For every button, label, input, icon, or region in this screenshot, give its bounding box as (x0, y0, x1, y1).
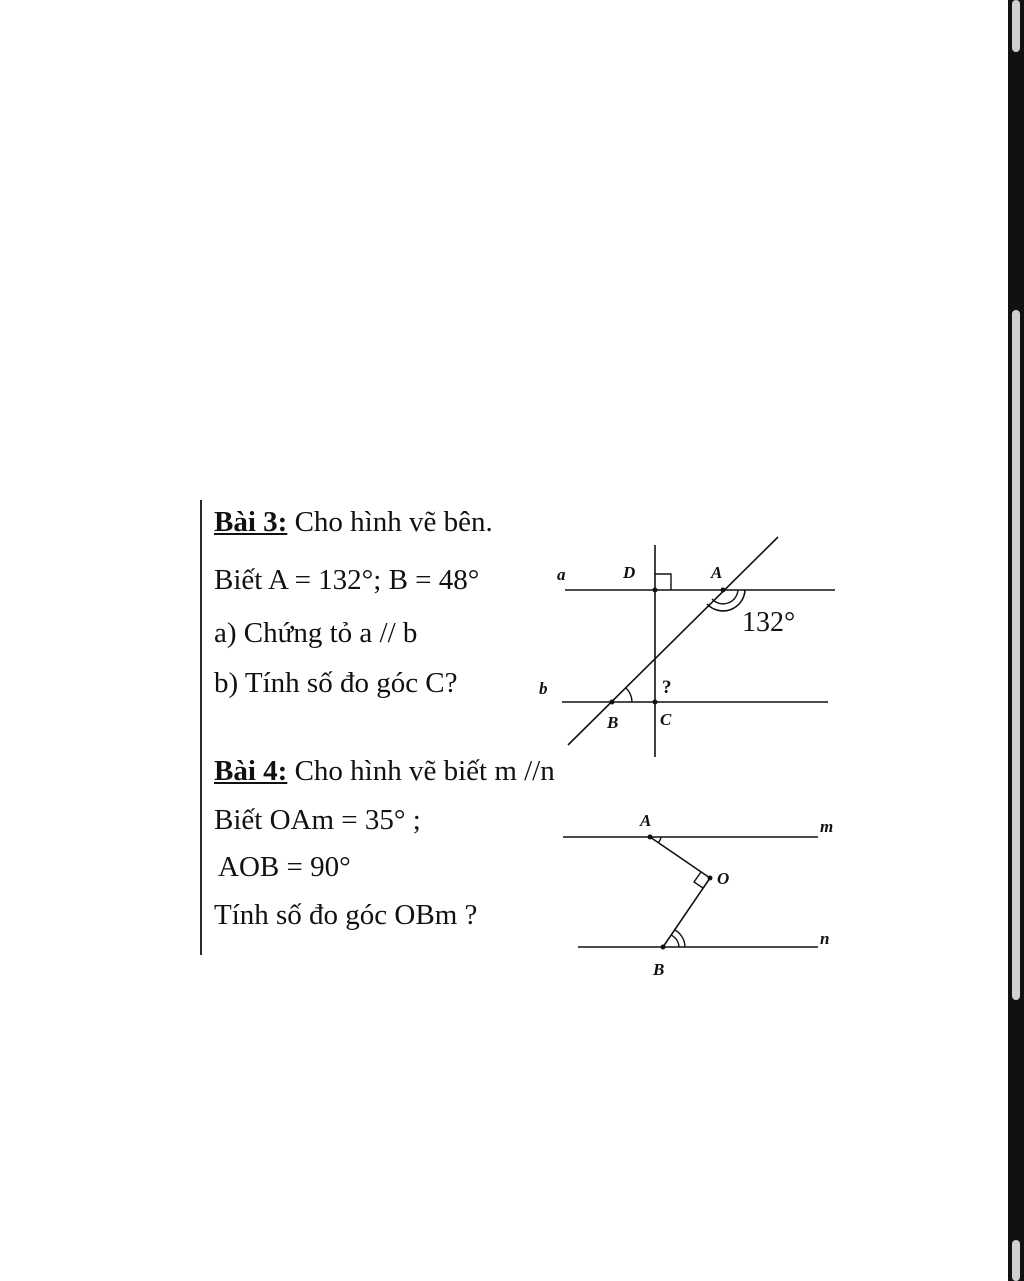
label-point-b: B (653, 960, 665, 979)
point-o-dot (708, 876, 713, 881)
label-angle-132: 132° (742, 607, 796, 638)
bai3-figure (539, 537, 835, 757)
bai4-given-1: Biết OAm = 35° ; (214, 804, 421, 836)
right-angle-mark-o (694, 872, 703, 888)
label-point-a: A (640, 811, 652, 830)
bai3-part-b: b) Tính số đo góc C? (214, 667, 458, 699)
label-line-b: b (539, 679, 548, 698)
label-point-a: A (711, 563, 723, 582)
bai4-question: Tính số đo góc OBm ? (214, 899, 478, 931)
label-point-c: C (660, 710, 672, 729)
scrollbar-thumb-bottom[interactable] (1012, 1240, 1020, 1281)
label-point-o: O (717, 869, 730, 888)
label-point-d: D (623, 563, 636, 582)
bai3-title-text: Cho hình vẽ bên. (287, 506, 493, 538)
label-line-m: m (820, 817, 834, 836)
bai4-title-label: Bài 4: (214, 755, 288, 787)
scrollbar-thumb[interactable] (1012, 310, 1020, 1000)
transversal-ab (568, 537, 778, 745)
segment-ob (663, 878, 710, 947)
point-c-dot (653, 700, 658, 705)
angle-arc-a-inner (712, 590, 738, 604)
label-line-n: n (820, 929, 830, 948)
angle-arc-a (658, 837, 661, 843)
bai4-title-text: Cho hình vẽ biết m //n (287, 755, 555, 787)
angle-arc-b-inner (671, 935, 679, 947)
label-point-b: B (607, 713, 619, 732)
bai4-given-2: AOB = 90° (218, 851, 351, 883)
right-angle-mark-d (655, 574, 671, 590)
segment-ao (650, 837, 710, 878)
angle-arc-b (626, 688, 632, 702)
bai3-given: Biết A = 132°; B = 48° (214, 564, 480, 596)
point-b-dot (661, 945, 666, 950)
bai3-part-a: a) Chứng tỏ a // b (214, 617, 418, 649)
bai4-figure (563, 811, 833, 979)
label-line-a: a (557, 565, 566, 584)
scrollbar-thumb-top[interactable] (1012, 0, 1020, 52)
point-a-dot (721, 588, 726, 593)
label-unknown-angle: ? (662, 677, 672, 698)
point-b-dot (610, 700, 615, 705)
point-a-dot (648, 835, 653, 840)
bai3-title-label: Bài 3: (214, 506, 288, 538)
point-d-dot (653, 588, 658, 593)
